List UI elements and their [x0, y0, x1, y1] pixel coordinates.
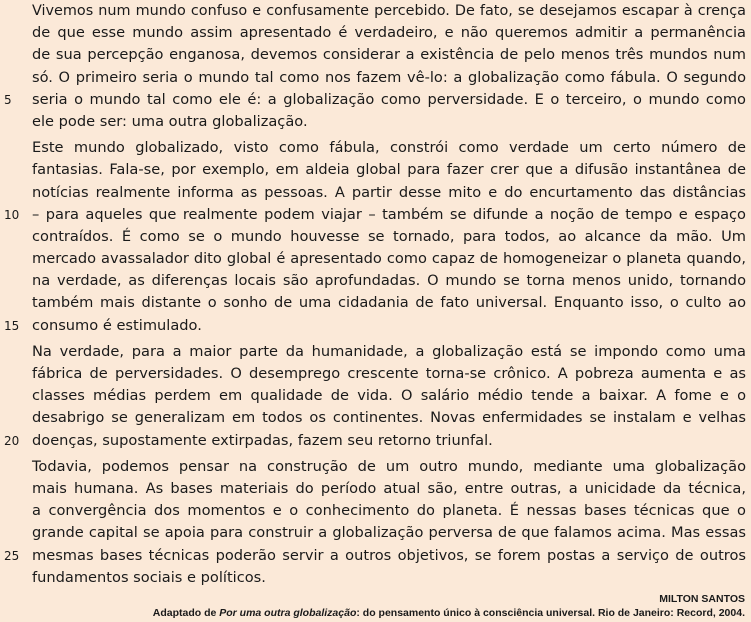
author-name: MILTON SANTOS — [659, 593, 745, 605]
paragraph — [4, 456, 746, 589]
text-line: contraídos. É como se o mundo houvesse se tornado, para todos, ao alcance da mão. Um — [32, 227, 746, 245]
text-line: Este mundo globalizado, visto como fábula, constrói como verdade um certo número de — [32, 139, 746, 157]
text-line: na verdade, as diferenças locais são aprofundadas. O mundo se torna menos unido, tornando — [32, 272, 746, 290]
paragraph — [4, 137, 746, 337]
text-line: fantasias. Fala-se, por exemplo, em aldeia global para fazer crer que a difusão instantânea de — [32, 161, 746, 179]
text-line: Vivemos num mundo confuso e confusamente percebido. De fato, se desejamos escapar à crença — [32, 3, 746, 19]
text-line: de que esse mundo assim apresentado é verdadeiro, e não queremos admitir a permanência — [32, 24, 746, 42]
text-line: de sua percepção enganosa, devemos considerar a existência de pelo menos três mundos num — [32, 46, 746, 64]
text-line: doenças, supostamente extirpadas, fazem seu retorno triunfal. 20 — [32, 430, 746, 452]
line-number: 15 — [4, 318, 20, 333]
line-number: 25 — [4, 548, 20, 563]
text-line: só. O primeiro seria o mundo tal como nos fazem vê-lo: a globalização como fábula. O segundo — [32, 68, 746, 86]
text-line: grande capital se apoia para construir a globalização perversa de que falamos acima. Mas essas — [32, 524, 746, 542]
line-number: 5 — [4, 92, 12, 107]
text-line: consumo é estimulado. 15 — [32, 315, 746, 337]
text-line: desabrigo se generalizam em todos os continentes. Novas enfermidades se instalam e velhas — [32, 409, 746, 427]
text-line: seria o mundo tal como ele é: a globalização como perversidade. E o terceiro, o mundo como 5 — [32, 89, 746, 111]
text-line: – para aqueles que realmente podem viajar – também se difunde a noção de tempo e espaço 10 — [32, 204, 746, 226]
text-line: mesmas bases técnicas poderão servir a outros objetivos, se forem postas a serviço de outros 25 — [32, 545, 746, 567]
text-line: ele pode ser: uma outra globalização. — [32, 112, 308, 130]
article-text — [4, 0, 746, 589]
text-line: mais humana. As bases materiais do período atual são, entre outras, a unicidade da técnica, — [32, 479, 746, 497]
text-line: notícias realmente informa as pessoas. A partir desse mito e do encurtamento das distâncias — [32, 183, 746, 201]
text-line: fundamentos sociais e políticos. — [32, 568, 266, 586]
text-line: Todavia, podemos pensar na construção de um outro mundo, mediante uma globalização — [32, 457, 746, 475]
text-line: mercado avassalador dito global é apresentado como capaz de homogeneizar o planeta quando, — [32, 250, 746, 268]
text-line: fábrica de perversidades. O desemprego crescente torna-se crônico. A pobreza aumenta e as — [32, 365, 746, 382]
book-title: Por uma outra globalização — [219, 607, 357, 619]
paragraph — [4, 341, 746, 452]
text-line: também mais distante o sonho de uma cidadania de fato universal. Enquanto isso, o culto ao — [32, 294, 746, 312]
text-line: a convergência dos momentos e o conhecimento do planeta. É nessas bases técnicas que o — [32, 502, 746, 520]
text-line: classes médias perdem em qualidade de vida. O salário médio tende a baixar. A fome e o — [32, 387, 746, 405]
line-number: 20 — [4, 433, 20, 448]
source-citation — [153, 592, 745, 620]
paragraph — [4, 0, 746, 133]
citation-line: Adaptado de Por uma outra globalização: do pensamento único à consciência universal. Rio de Janeiro: Record, 2004. — [152, 607, 745, 619]
text-line: Na verdade, para a maior parte da humanidade, a globalização está se impondo como uma — [32, 342, 746, 360]
line-number: 10 — [4, 207, 20, 222]
